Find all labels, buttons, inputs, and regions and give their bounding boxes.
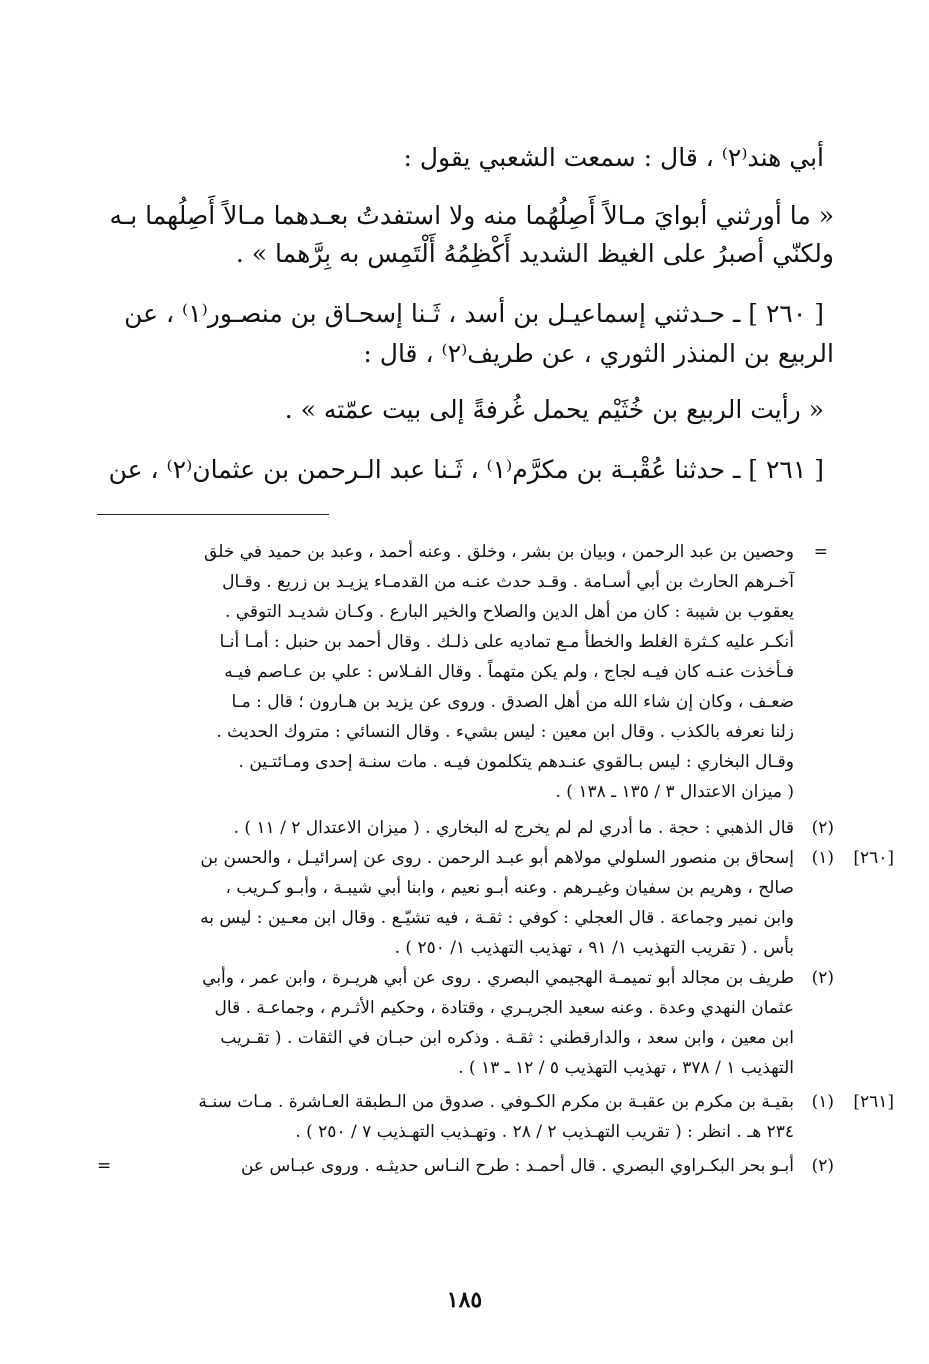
continuation-marker: = (97, 1156, 112, 1176)
quote-line: « رأيت الربيع بن خُثَيْم يحمل غُرفةً إلى بيت عمّته » . (284, 395, 824, 424)
book-page: أبي هند⁽٢⁾ ، قال : سمعت الشعبي يقول : « ما أورثني أبوايَ مـالاً أَصِلُهُما منه ولا استفدتُ بعـدهما مـالاً أَصِلُهما بـه ولكنّي أصبرُ على الغيظ الشديد أَكْظِمُهُ أَلْتَمِس به بِرَّهما » . [ ٢٦٠ ] ـ حـدثني إسماعيـل بن أسد ، ثَـنا إسحـاق بن منصـور⁽١⁾ ، عن الربيع بن المنذر الثوري ، عن طريف⁽٢⁾ ، قال : « رأيت الربيع بن خُثَيْم يحمل غُرفةً إلى بيت عمّته » . [ ٢٦١ ] ـ حدثنا عُقْبـة بن مكرَّم⁽١⁾ ، ثَـنا عبد الـرحمن بن عثمان⁽٢⁾ ، عن = وحصين بن عبد الرحمن ، وبيان بن بشر ، وخلق . وعنه أحمد ، وعبد بن حميد في خلق آخـرهم الحارث بن أبي أسـامة . وقـد حدث عنـه من القدمـاء يزيـد بن زريع . وقـال يعقوب بن شيبة : كان من أهل الدين والصلاح والخير البارع . وكـان شديـد التوقي . أنكـر عليه كـثرة الغلط والخطأ مـع تماديه على ذلـك . وقال أحمد بن حنبل : أمـا أنـا فـأخذت عنـه كان فيـه لجاج ، ولم يكن متهماً . وقال الفـلاس : علي بن عـاصم فيـه ضعـف ، وكان إن شاء الله من أهل الصدق . وروى عن يزيد بن هـارون ؛ قال : مـا زلنا نعرفه بالكذب . وقال ابن معين : ليس بشيء . وقال النسائي : متروك الحديث . وقـال البخاري : ليس بـالقوي عنـدهم يتكلمون فيـه . مات سنـة إحدى ومـائتـين . ( ميزان الاعتدال ٣ / ١٣٥ ـ ١٣٨ ) . (٢) قال الذهبي : حجة . ما أدري لم لم يخرج له البخاري . ( ميزان الاعتدال ٢ / ١١ ) . [٢٦٠] (١) إسحاق بن منصور السلولي مولاهم أبو عبـد الرحمن . روى عن إسرائيـل ، والحسن بن صالح ، وهريم بن سفيان وغيـرهم . وعنه أبـو نعيم ، وابنا أبي شيبـة ، وأبـو كـريب ، وابن نمير وجماعة . قال العجلي : كوفي : ثقـة ، فيه تشيّـع . وقال ابن معـين : ليس به بأس . ( تقريب التهذيب ١/ ٩١ ، تهذيب التهذيب ١/ ٢٥٠ ) . (٢) طريف بن مجالد أبو تميمـة الهجيمي البصري . روى عن أبي هريـرة ، وابن عمر ، وأبي عثمان النهدي وعدة . وعنه سعيد الجريـري ، وقتادة ، وحكيم الأثـرم ، وجماعـة . قال ابن معين ، وابن سعد ، والدارقطني : ثقـة . وذكره ابن حبـان في الثقات . ( تقـريب التهذيب ١ / ٣٧٨ ، تهذيب التهذيب ٥ / ١٢ ـ ١٣ ) . [٢٦١] (١) بقيـة بن مكرم بن عقبـة بن مكرم الكـوفي . صدوق من الـطبقة العـاشرة . مـات سنـة ٢٣٤ هـ . انظر : ( تقريب التهـذيب ٢ / ٢٨ . وتهـذيب التهـذيب ٧ / ٢٥٠ ) . (٢) أبـو بحر البكـراوي البصري . قال أحمـد : طرح النـاس حديثـه . وروى عبـاس عن = ١٨٥ (0, 0, 929, 1364)
hadith-260-line: [ ٢٦٠ ] ـ حـدثني إسماعيـل بن أسد ، ثَـنا إسحـاق بن منصـور⁽١⁾ ، عن (124, 299, 824, 328)
continuation-marker: = (813, 542, 828, 562)
footnote-number: (٢) (811, 818, 834, 838)
hadith-261-line: [ ٢٦١ ] ـ حدثنا عُقْبـة بن مكرَّم⁽١⁾ ، ثَـنا عبد الـرحمن بن عثمان⁽٢⁾ ، عن (108, 455, 824, 484)
page-number: ١٨٥ (446, 1287, 483, 1313)
footnote-separator (97, 514, 329, 515)
footnote-number: (٢) (811, 968, 834, 988)
footnote-number: (٢) (811, 1156, 834, 1176)
footnote-number: (١) (811, 1092, 834, 1112)
footnote-ref: [٢٦١] (853, 1092, 894, 1112)
footnote-ref: [٢٦٠] (853, 848, 894, 868)
text-line: الربيع بن المنذر الثوري ، عن طريف⁽٢⁾ ، قال : (363, 339, 834, 368)
footnote-number: (١) (811, 848, 834, 868)
quote-line: « ما أورثني أبوايَ مـالاً أَصِلُهُما منه ولا استفدتُ بعـدهما مـالاً أَصِلُهما بـه (109, 201, 834, 230)
text-line: أبي هند⁽٢⁾ ، قال : سمعت الشعبي يقول : (403, 143, 824, 172)
quote-line: ولكنّي أصبرُ على الغيظ الشديد أَكْظِمُهُ أَلْتَمِس به بِرَّهما » . (235, 239, 834, 268)
